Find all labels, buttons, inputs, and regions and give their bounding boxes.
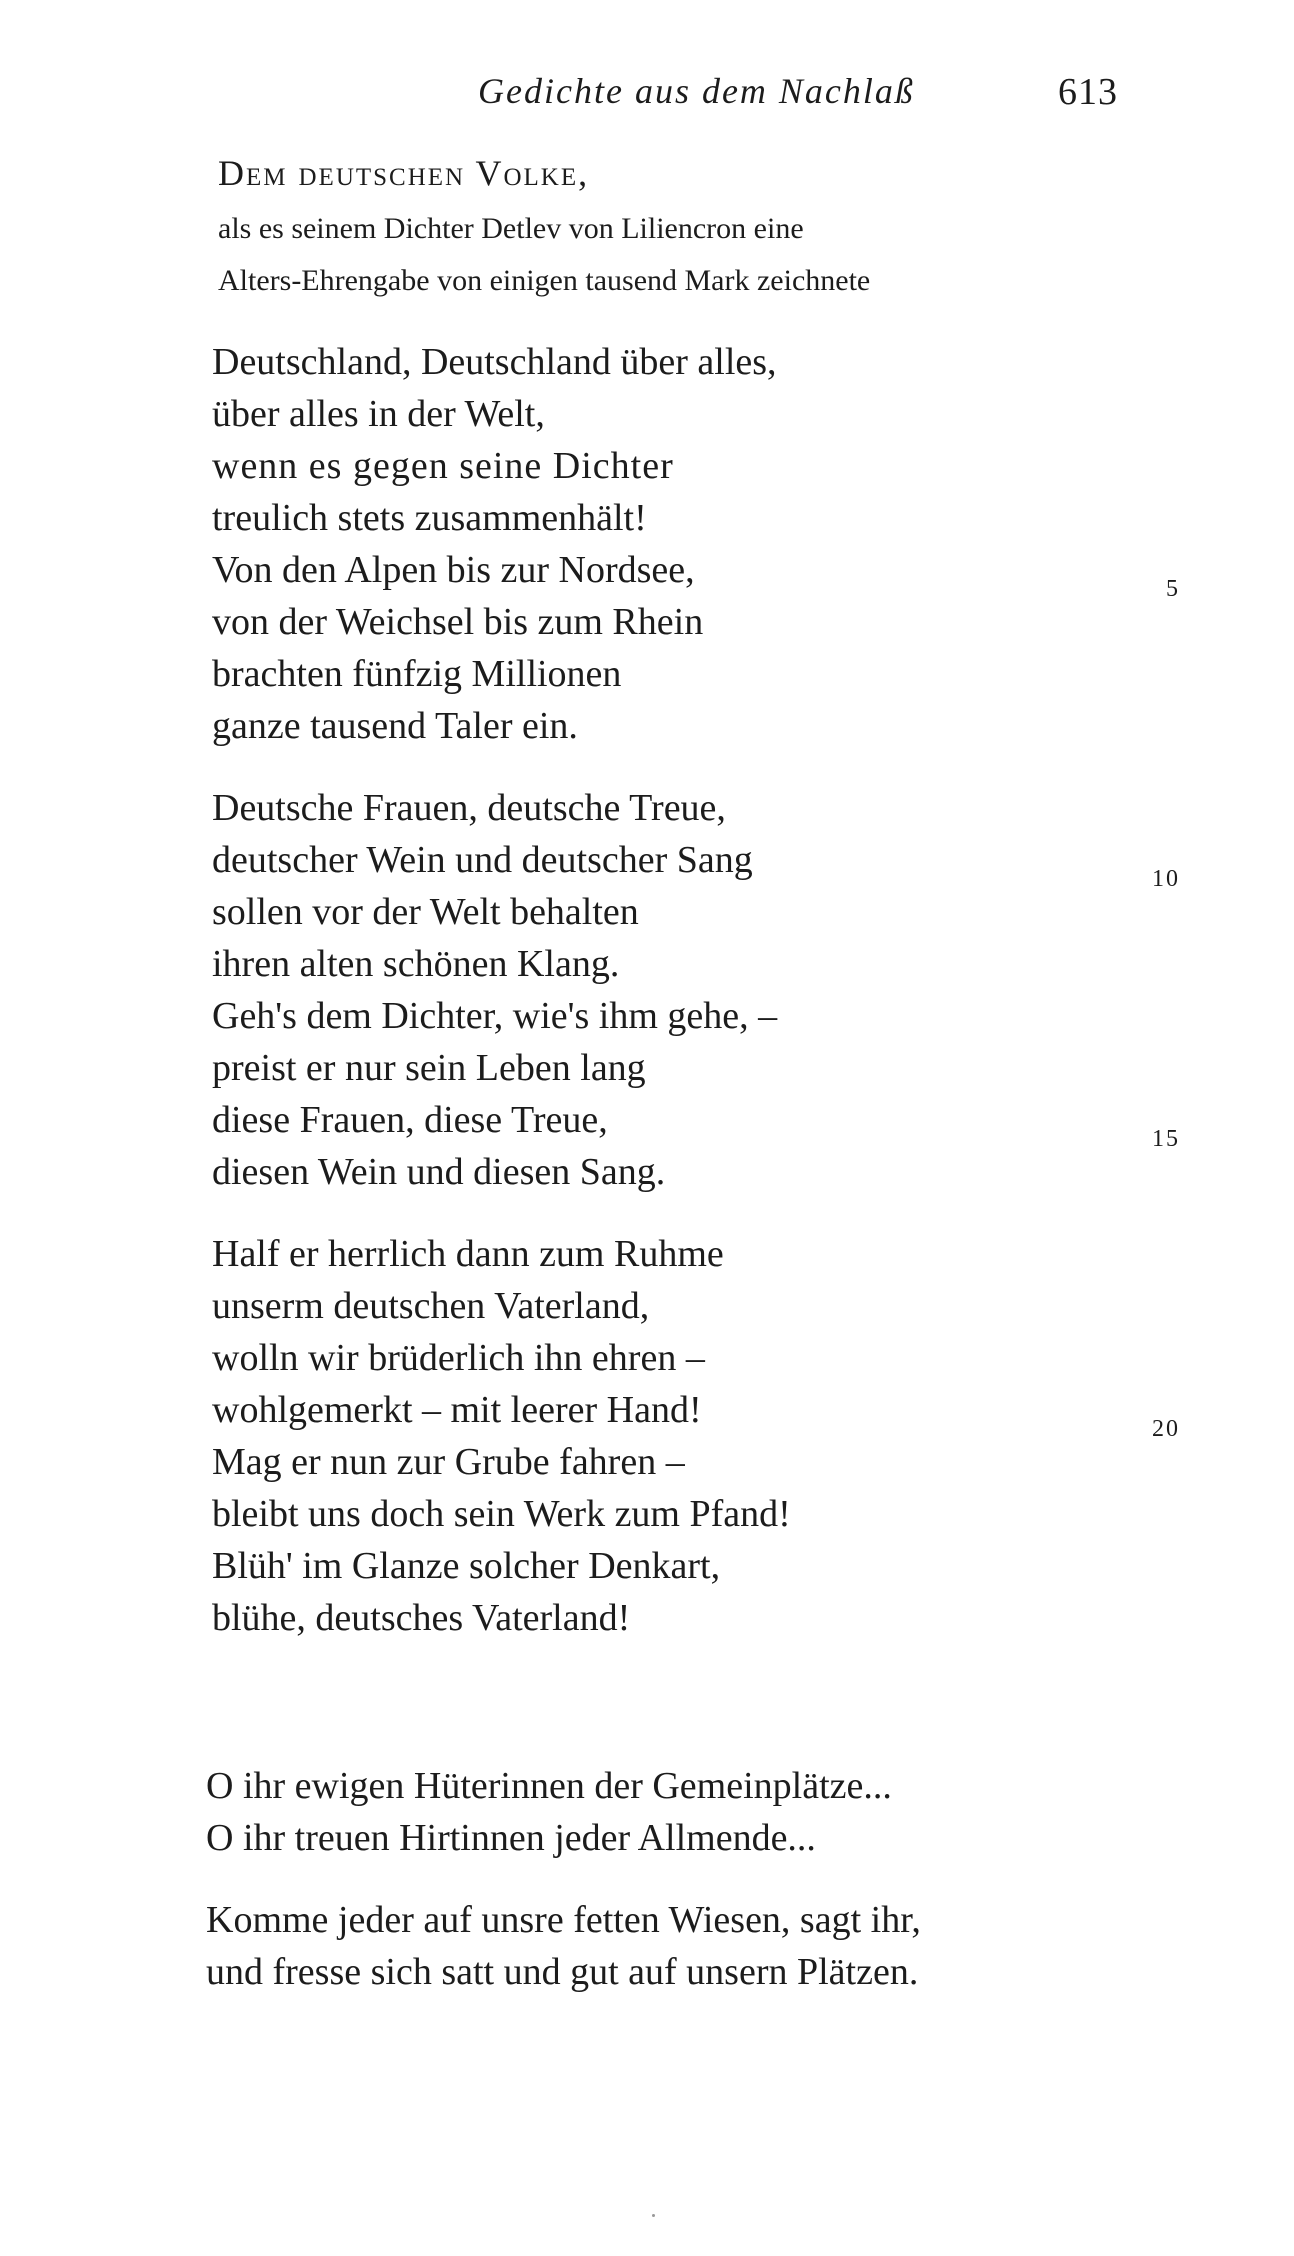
line-number: 10 [1152, 866, 1180, 892]
verse-line: Mag er nun zur Grube fahren – [212, 1441, 685, 1483]
verse-line: Deutschland, Deutschland über alles, [212, 341, 777, 383]
verse-line: Blüh' im Glanze solcher Denkart, [212, 1545, 721, 1587]
verse-line: sollen vor der Welt behalten [212, 891, 639, 933]
verse-line: brachten fünfzig Millionen [212, 653, 622, 695]
verse-line: wohlgemerkt – mit leerer Hand! [212, 1389, 702, 1431]
line-number: 20 [1152, 1416, 1180, 1442]
verse-line: preist er nur sein Leben lang [212, 1047, 646, 1089]
verse-line: Geh's dem Dichter, wie's ihm gehe, – [212, 995, 778, 1037]
verse-line: O ihr ewigen Hüterinnen der Gemeinplätze... [206, 1765, 892, 1807]
verse-line: bleibt uns doch sein Werk zum Pfand! [212, 1493, 791, 1535]
poem-subtitle-line: als es seinem Dichter Detlev von Liliencron eine [218, 212, 804, 245]
verse-line: Half er herrlich dann zum Ruhme [212, 1233, 724, 1275]
verse-line: Komme jeder auf unsre fetten Wiesen, sagt ihr, [206, 1899, 921, 1941]
verse-line: treulich stets zusammenhält! [212, 497, 647, 539]
running-head: Gedichte aus dem Nachlaß [478, 71, 915, 111]
verse-line: Deutsche Frauen, deutsche Treue, [212, 787, 726, 829]
verse-line: wenn es gegen seine Dichter [212, 445, 674, 487]
poem-title: Dem deutschen Volke, [218, 153, 590, 193]
line-number: 5 [1166, 576, 1180, 602]
verse-line: Von den Alpen bis zur Nordsee, [212, 549, 695, 591]
verse-line: wolln wir brüderlich ihn ehren – [212, 1337, 705, 1379]
verse-line: diese Frauen, diese Treue, [212, 1099, 608, 1141]
verse-line: über alles in der Welt, [212, 393, 545, 435]
poem-subtitle-line: Alters-Ehrengabe von einigen tausend Mark zeichnete [218, 264, 871, 297]
print-mark [652, 2214, 655, 2217]
verse-line: blühe, deutsches Vaterland! [212, 1597, 631, 1639]
verse-line: diesen Wein und diesen Sang. [212, 1151, 666, 1193]
verse-line: ganze tausend Taler ein. [212, 705, 578, 747]
page-number: 613 [1058, 71, 1118, 113]
verse-line: deutscher Wein und deutscher Sang [212, 839, 753, 881]
verse-line: unserm deutschen Vaterland, [212, 1285, 650, 1327]
verse-line: von der Weichsel bis zum Rhein [212, 601, 704, 643]
verse-line: und fresse sich satt und gut auf unsern Plätzen. [206, 1951, 919, 1993]
line-number: 15 [1152, 1126, 1180, 1152]
verse-line: O ihr treuen Hirtinnen jeder Allmende... [206, 1817, 816, 1859]
verse-line: ihren alten schönen Klang. [212, 943, 620, 985]
